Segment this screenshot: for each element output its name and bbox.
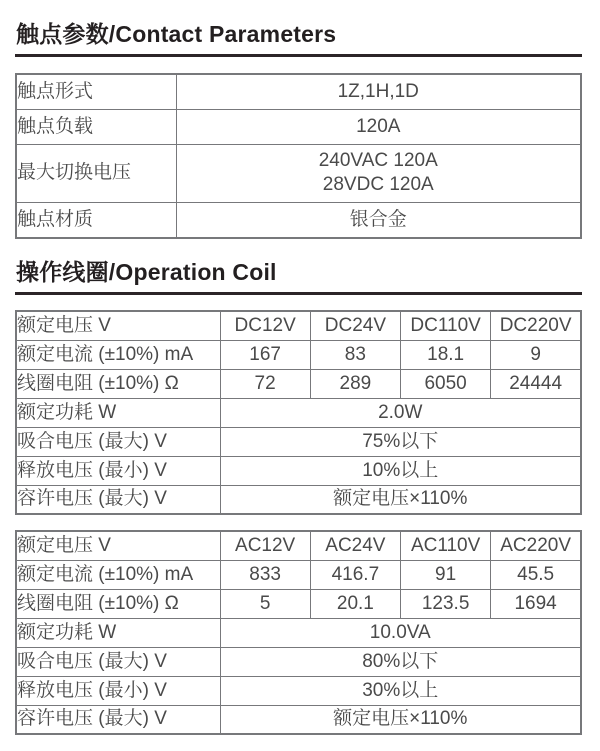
table-row: [16, 560, 581, 589]
ac-voltage-col-4: AC220V: [491, 531, 581, 560]
ac-pickup-voltage-label: 吸合电压 (最大) V: [16, 647, 220, 676]
ac-current-value-2: 416.7: [310, 560, 400, 589]
dc-coil-resistance-label: 线圈电阻 (±10%) Ω: [16, 369, 220, 398]
dc-current-value-1: 167: [220, 340, 310, 369]
dc-current-value-2: 83: [310, 340, 400, 369]
table-row: [16, 427, 581, 456]
operation-coil-title: 操作线圈/Operation Coil: [15, 254, 582, 295]
ac-voltage-col-1: AC12V: [220, 531, 310, 560]
contact-form-value: 1Z,1H,1D: [176, 74, 581, 109]
table-row: [16, 676, 581, 705]
table-row: [16, 109, 581, 144]
ac-allowable-voltage-label: 容许电压 (最大) V: [16, 705, 220, 734]
table-row: [16, 74, 581, 109]
ac-dropout-voltage-label: 释放电压 (最小) V: [16, 676, 220, 705]
table-row: [16, 369, 581, 398]
ac-current-value-1: 833: [220, 560, 310, 589]
dc-allowable-voltage-value: 额定电压×110%: [220, 485, 581, 514]
dc-dropout-voltage-value: 10%以上: [220, 456, 581, 485]
dc-resistance-value-1: 72: [220, 369, 310, 398]
dc-rated-current-label: 额定电流 (±10%) mA: [16, 340, 220, 369]
dc-resistance-value-2: 289: [310, 369, 400, 398]
table-row: [16, 485, 581, 514]
ac-rated-power-value: 10.0VA: [220, 618, 581, 647]
dc-rated-voltage-label: 额定电压 V: [16, 311, 220, 340]
dc-dropout-voltage-label: 释放电压 (最小) V: [16, 456, 220, 485]
dc-resistance-value-3: 6050: [401, 369, 491, 398]
contact-parameters-title: 触点参数/Contact Parameters: [15, 16, 582, 57]
dc-pickup-voltage-label: 吸合电压 (最大) V: [16, 427, 220, 456]
table-row: [16, 144, 581, 202]
ac-resistance-value-3: 123.5: [401, 589, 491, 618]
contact-parameters-table: [15, 73, 582, 239]
dc-current-value-4: 9: [491, 340, 581, 369]
dc-rated-power-value: 2.0W: [220, 398, 581, 427]
ac-rated-current-label: 额定电流 (±10%) mA: [16, 560, 220, 589]
table-row: [16, 589, 581, 618]
dc-current-value-3: 18.1: [401, 340, 491, 369]
dc-voltage-col-1: DC12V: [220, 311, 310, 340]
table-row: [16, 456, 581, 485]
contact-load-value: 120A: [176, 109, 581, 144]
table-row: [16, 705, 581, 734]
ac-current-value-3: 91: [401, 560, 491, 589]
ac-voltage-col-2: AC24V: [310, 531, 400, 560]
max-switching-voltage-line1: 240VAC 120A: [318, 150, 438, 172]
ac-resistance-value-2: 20.1: [310, 589, 400, 618]
contact-material-label: 触点材质: [16, 202, 176, 238]
table-row: [16, 202, 581, 238]
operation-coil-ac-table: [15, 530, 582, 735]
table-row: [16, 618, 581, 647]
max-switching-voltage-label: 最大切换电压: [16, 144, 176, 202]
table-row: [16, 398, 581, 427]
contact-material-value: 银合金: [176, 202, 581, 238]
ac-voltage-col-3: AC110V: [401, 531, 491, 560]
ac-resistance-value-1: 5: [220, 589, 310, 618]
max-switching-voltage-line2: 28VDC 120A: [322, 174, 434, 195]
ac-rated-power-label: 额定功耗 W: [16, 618, 220, 647]
table-row: [16, 647, 581, 676]
ac-dropout-voltage-value: 30%以上: [220, 676, 581, 705]
table-row: [16, 311, 581, 340]
dc-voltage-col-4: DC220V: [491, 311, 581, 340]
dc-pickup-voltage-value: 75%以下: [220, 427, 581, 456]
table-row: [16, 340, 581, 369]
dc-voltage-col-3: DC110V: [401, 311, 491, 340]
dc-voltage-col-2: DC24V: [310, 311, 400, 340]
contact-load-label: 触点负载: [16, 109, 176, 144]
ac-rated-voltage-label: 额定电压 V: [16, 531, 220, 560]
dc-rated-power-label: 额定功耗 W: [16, 398, 220, 427]
ac-allowable-voltage-value: 额定电压×110%: [220, 705, 581, 734]
table-row: [16, 531, 581, 560]
operation-coil-dc-table: [15, 310, 582, 515]
ac-coil-resistance-label: 线圈电阻 (±10%) Ω: [16, 589, 220, 618]
ac-pickup-voltage-value: 80%以下: [220, 647, 581, 676]
ac-current-value-4: 45.5: [491, 560, 581, 589]
dc-allowable-voltage-label: 容许电压 (最大) V: [16, 485, 220, 514]
ac-resistance-value-4: 1694: [491, 589, 581, 618]
dc-resistance-value-4: 24444: [491, 369, 581, 398]
contact-form-label: 触点形式: [16, 74, 176, 109]
max-switching-voltage-value: [176, 144, 581, 202]
